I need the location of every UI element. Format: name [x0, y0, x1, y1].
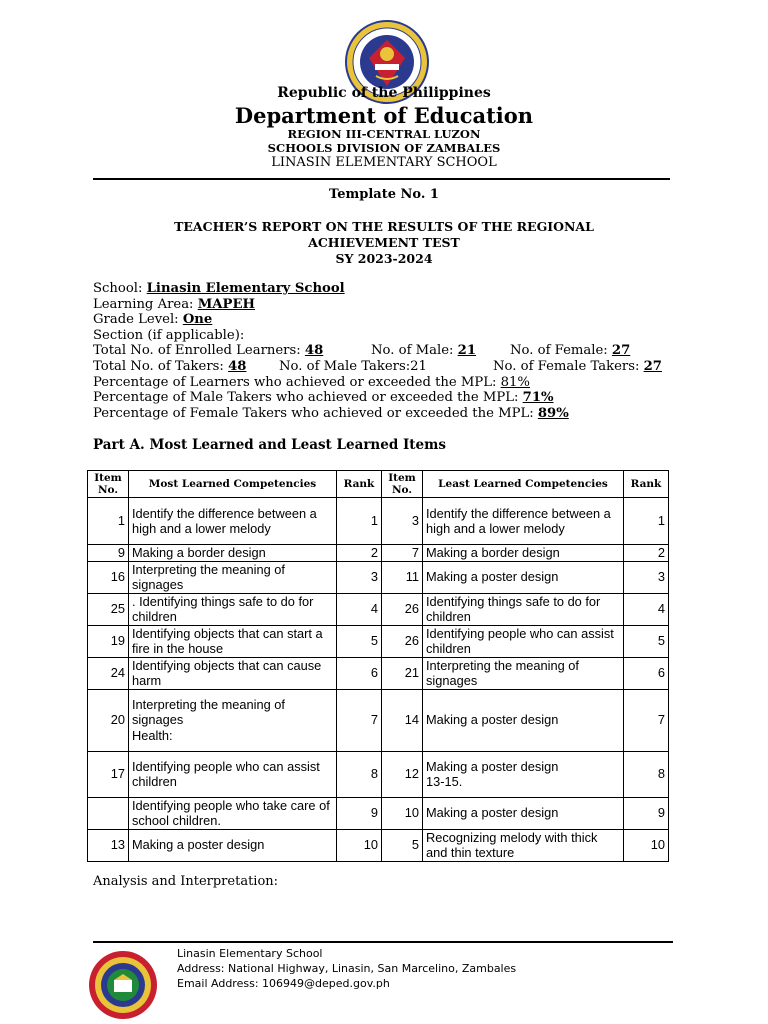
rank-cell: 9	[624, 797, 669, 829]
report-title-line-1: TEACHER’S REPORT ON THE RESULTS OF THE REGIONAL	[174, 219, 594, 234]
info-area-row	[93, 297, 569, 313]
grade-level-label: Grade Level:	[93, 312, 183, 328]
most-learned-cell: Interpreting the meaning of signages Health:	[129, 689, 337, 751]
learning-area-value: MAPEH	[197, 296, 255, 312]
item-no-cell: 9	[88, 545, 129, 562]
rank-cell: 3	[337, 561, 382, 593]
rank-cell: 6	[337, 657, 382, 689]
rank-cell: 5	[337, 625, 382, 657]
item-no-cell: 7	[382, 545, 423, 562]
takers-value: 48	[228, 358, 247, 374]
footer-address: Address: National Highway, Linasin, San Marcelino, Zambales	[177, 962, 517, 975]
table-row	[88, 498, 669, 545]
table-row	[88, 545, 669, 562]
rank-cell: 4	[337, 593, 382, 625]
school-heading: LINASIN ELEMENTARY SCHOOL	[271, 155, 497, 170]
footer-divider	[93, 941, 673, 943]
item-no-cell: 10	[382, 797, 423, 829]
rank-header: Rank	[624, 471, 669, 498]
item-no-cell: 25	[88, 593, 129, 625]
report-title-line-2: ACHIEVEMENT TEST	[308, 235, 460, 250]
most-learned-cell: Identify the difference between a high and a lower melody	[129, 498, 337, 545]
female-mpl-value: 89%	[537, 405, 569, 421]
rank-cell: 7	[337, 689, 382, 751]
learning-area-label: Learning Area:	[93, 296, 198, 312]
info-grade-row	[93, 312, 569, 328]
female-takers-value: 27	[643, 358, 662, 374]
female-mpl-label: Percentage of Female Takers who achieved or exceeded the MPL:	[93, 405, 538, 421]
item-no-cell: 16	[88, 561, 129, 593]
item-no-cell: 24	[88, 657, 129, 689]
rank-cell: 4	[624, 593, 669, 625]
rank-cell: 5	[624, 625, 669, 657]
least-learned-cell: Making a poster design	[423, 797, 624, 829]
grade-level-value: One	[182, 312, 213, 328]
most-learned-cell: Identifying objects that can cause harm	[129, 657, 337, 689]
male-count	[371, 343, 476, 359]
table-header-row	[88, 471, 669, 498]
item-no-cell: 13	[88, 829, 129, 861]
enrolled-value: 48	[304, 343, 324, 359]
most-learned-header: Most Learned Competencies	[129, 471, 337, 498]
template-label: Template No. 1	[329, 187, 439, 202]
rank-cell: 6	[624, 657, 669, 689]
most-learned-cell: Making a border design	[129, 545, 337, 562]
least-learned-cell: Identifying people who can assist children	[423, 625, 624, 657]
male-label: No. of Male:	[371, 343, 458, 359]
table-row	[88, 797, 669, 829]
item-no-cell: 3	[382, 498, 423, 545]
female-label: No. of Female:	[510, 343, 612, 359]
female-value: 27	[611, 343, 631, 359]
item-no-cell: 17	[88, 751, 129, 797]
item-no-cell: 26	[382, 625, 423, 657]
info-takers-row	[93, 358, 662, 375]
rank-cell: 2	[337, 545, 382, 562]
table-body	[88, 498, 669, 862]
item-no-cell: 5	[382, 829, 423, 861]
report-title	[0, 219, 768, 267]
part-a-heading: Part A. Most Learned and Least Learned Items	[93, 437, 447, 453]
rank-cell: 7	[624, 689, 669, 751]
school-logo	[88, 950, 158, 1020]
takers-label: Total No. of Takers:	[93, 358, 229, 374]
table-row	[88, 593, 669, 625]
rank-cell: 10	[624, 829, 669, 861]
rank-cell: 10	[337, 829, 382, 861]
footer-contact	[177, 946, 516, 991]
item-no-cell: 20	[88, 689, 129, 751]
info-female-mpl-row	[93, 406, 569, 422]
rank-header: Rank	[337, 471, 382, 498]
male-mpl-value: 71%	[522, 390, 554, 406]
footer-school-name: Linasin Elementary School	[177, 947, 323, 960]
department-heading: Department of Education	[234, 103, 534, 128]
section-label: Section (if applicable):	[93, 327, 245, 343]
male-takers-label: No. of Male Takers:21	[279, 358, 427, 374]
least-learned-cell: Identifying things safe to do for children	[423, 593, 624, 625]
most-learned-cell: Making a poster design	[129, 829, 337, 861]
header-divider	[93, 178, 670, 180]
rank-cell: 3	[624, 561, 669, 593]
item-no-cell	[88, 797, 129, 829]
table-row	[88, 689, 669, 751]
division-heading: SCHOOLS DIVISION OF ZAMBALES	[267, 141, 501, 155]
table-row	[88, 625, 669, 657]
item-no-cell: 19	[88, 625, 129, 657]
least-learned-cell: Making a poster design	[423, 689, 624, 751]
least-learned-cell: Making a poster design 13-15.	[423, 751, 624, 797]
republic-heading: Republic of the Philippines	[277, 85, 491, 101]
info-male-mpl-row	[93, 390, 569, 406]
school-value: Linasin Elementary School	[146, 281, 345, 296]
rank-cell: 1	[337, 498, 382, 545]
table-row	[88, 657, 669, 689]
most-learned-cell: Identifying objects that can start a fire in the house	[129, 625, 337, 657]
least-learned-cell: Recognizing melody with thick and thin texture	[423, 829, 624, 861]
most-learned-cell: Interpreting the meaning of signages	[129, 561, 337, 593]
school-label: School:	[93, 281, 147, 296]
item-no-header: Item No.	[88, 471, 129, 498]
least-learned-cell: Making a poster design	[423, 561, 624, 593]
least-learned-cell: Making a border design	[423, 545, 624, 562]
item-no-cell: 21	[382, 657, 423, 689]
info-school-row	[93, 281, 569, 297]
rank-cell: 1	[624, 498, 669, 545]
info-enrolled-row	[93, 343, 631, 359]
female-count	[510, 343, 630, 359]
item-no-cell: 11	[382, 561, 423, 593]
most-learned-cell: Identifying people who can assist children	[129, 751, 337, 797]
least-learned-cell: Identify the difference between a high and a lower melody	[423, 498, 624, 545]
least-learned-header: Least Learned Competencies	[423, 471, 624, 498]
info-mpl-row	[93, 375, 569, 391]
table-row	[88, 561, 669, 593]
rank-cell: 8	[624, 751, 669, 797]
least-learned-cell: Interpreting the meaning of signages	[423, 657, 624, 689]
report-title-line-3: SY 2023-2024	[335, 251, 433, 266]
footer-email: Email Address: 106949@deped.gov.ph	[177, 977, 390, 990]
table-row	[88, 829, 669, 861]
info-section-row	[93, 328, 569, 344]
most-learned-cell: Identifying people who take care of school children.	[129, 797, 337, 829]
female-takers-label: No. of Female Takers:	[493, 358, 644, 374]
rank-cell: 8	[337, 751, 382, 797]
male-value: 21	[457, 343, 477, 359]
rank-cell: 2	[624, 545, 669, 562]
most-learned-cell: . Identifying things safe to do for children	[129, 593, 337, 625]
item-no-header: Item No.	[382, 471, 423, 498]
female-takers	[493, 359, 662, 375]
region-heading: REGION III-CENTRAL LUZON	[287, 127, 481, 141]
competencies-table	[87, 470, 669, 862]
analysis-label: Analysis and Interpretation:	[93, 874, 279, 889]
item-no-cell: 12	[382, 751, 423, 797]
mpl-value: 81%	[500, 374, 530, 390]
item-no-cell: 14	[382, 689, 423, 751]
item-no-cell: 26	[382, 593, 423, 625]
item-no-cell: 1	[88, 498, 129, 545]
rank-cell: 9	[337, 797, 382, 829]
mpl-label: Percentage of Learners who achieved or exceeded the MPL:	[93, 374, 501, 390]
table-row	[88, 751, 669, 797]
enrolled-label: Total No. of Enrolled Learners:	[93, 343, 305, 359]
report-info-block	[93, 281, 662, 421]
male-mpl-label: Percentage of Male Takers who achieved or exceeded the MPL:	[93, 390, 523, 406]
